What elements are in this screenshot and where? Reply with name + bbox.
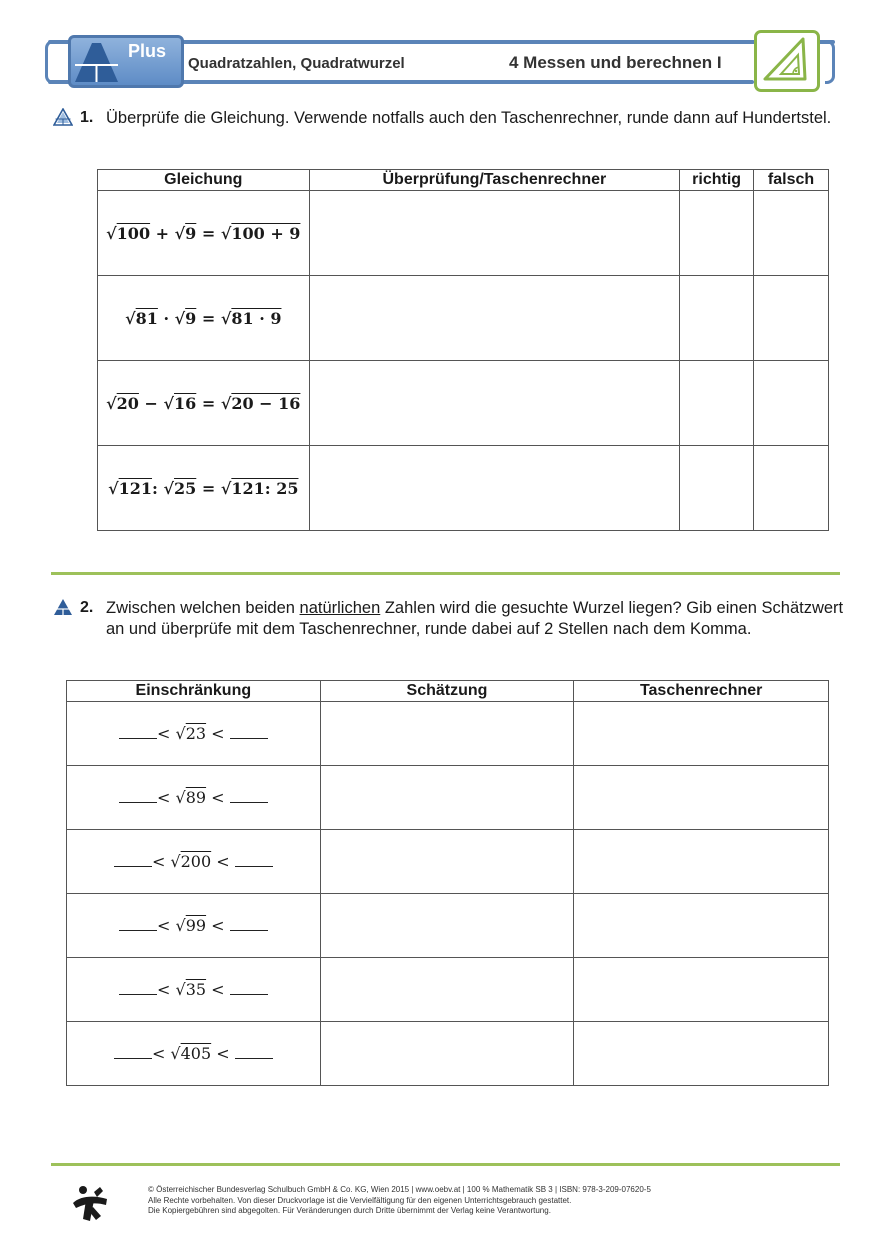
- task-1-number: 1.: [80, 109, 94, 126]
- copyright-line-1: © Österreichischer Bundesverlag Schulbuch GmbH & Co. KG, Wien 2015 | www.oebv.at | 100 % Mathematik SB 3 | ISBN: 978-3-209-07620-5: [148, 1185, 651, 1194]
- task-2-instruction: Zwischen welchen beiden natürlichen Zahlen wird die gesuchte Wurzel liegen? Gib einen Schätzwert an und überprüfe mit dem Taschenrechner, runde dabei auf 2 Stellen nach dem Komma.: [106, 599, 844, 638]
- correct-checkbox-cell[interactable]: [680, 276, 754, 361]
- correct-checkbox-cell[interactable]: [680, 191, 754, 276]
- table-row: [67, 830, 829, 894]
- table-header-row: [98, 170, 829, 191]
- check-answer-cell[interactable]: [309, 276, 680, 361]
- equation-cell: √100 + √9 = √100 + 9: [98, 191, 310, 276]
- table-header-row: [67, 681, 829, 702]
- copyright-line-3: Die Kopiergebühren sind abgegolten. Für Veränderungen durch Dritte übernimmt der Verlag keine Verantwortung.: [148, 1206, 551, 1215]
- estimate-cell[interactable]: [320, 958, 574, 1022]
- header-bracket-left: [45, 40, 55, 84]
- section-divider: [51, 572, 840, 575]
- estimate-cell[interactable]: [320, 894, 574, 958]
- table-row: [98, 361, 829, 446]
- wrong-checkbox-cell[interactable]: [754, 191, 829, 276]
- check-answer-cell[interactable]: [309, 191, 680, 276]
- check-answer-cell[interactable]: [309, 446, 680, 531]
- copyright-line-2: Alle Rechte vorbehalten. Von dieser Druckvorlage ist die Vervielfältigung für den eigenen Unterrichtsgebrauch gestattet.: [148, 1195, 572, 1205]
- wrong-checkbox-cell[interactable]: [754, 276, 829, 361]
- inequality-cell[interactable]: < √405 <: [67, 1022, 321, 1086]
- correct-checkbox-cell[interactable]: [680, 361, 754, 446]
- table-row: [67, 702, 829, 766]
- header-bracket-right: [825, 40, 835, 84]
- difficulty-pyramid-icon: [53, 598, 73, 616]
- copyright-notice: [148, 1185, 788, 1217]
- equation-cell: √81 · √9 = √81 · 9: [98, 276, 310, 361]
- check-answer-cell[interactable]: [309, 361, 680, 446]
- table-row: [67, 766, 829, 830]
- equation-cell: √20 − √16 = √20 − 16: [98, 361, 310, 446]
- correct-checkbox-cell[interactable]: [680, 446, 754, 531]
- estimate-cell[interactable]: [320, 830, 574, 894]
- header-chapter-title: 4 Messen und berechnen I: [509, 53, 722, 72]
- column-header-gleichung: Gleichung: [98, 170, 310, 191]
- table-row: [67, 1022, 829, 1086]
- table-row: [98, 191, 829, 276]
- column-header-schaetzung: Schätzung: [320, 681, 574, 702]
- calculator-cell[interactable]: [574, 894, 829, 958]
- table-row: [67, 894, 829, 958]
- calculator-cell[interactable]: [574, 766, 829, 830]
- calculator-cell[interactable]: [574, 1022, 829, 1086]
- chapter-logo: [754, 30, 820, 92]
- column-header-falsch: falsch: [754, 170, 829, 191]
- estimate-cell[interactable]: [320, 1022, 574, 1086]
- table-row: [98, 276, 829, 361]
- wrong-checkbox-cell[interactable]: [754, 446, 829, 531]
- equation-cell: √121: √25 = √121: 25: [98, 446, 310, 531]
- inequality-cell[interactable]: < √23 <: [67, 702, 321, 766]
- task-1-table: [97, 169, 829, 531]
- inequality-cell[interactable]: < √35 <: [67, 958, 321, 1022]
- table-row: [98, 446, 829, 531]
- table-row: [67, 958, 829, 1022]
- calculator-cell[interactable]: [574, 702, 829, 766]
- set-square-icon: [757, 33, 817, 89]
- column-header-taschenrechner: Taschenrechner: [574, 681, 829, 702]
- estimate-cell[interactable]: [320, 702, 574, 766]
- column-header-richtig: richtig: [680, 170, 754, 191]
- plus-badge-label: Plus: [128, 41, 167, 61]
- footer-divider: [51, 1163, 840, 1166]
- publisher-logo-icon: [70, 1183, 110, 1223]
- inequality-cell[interactable]: < √99 <: [67, 894, 321, 958]
- header-topic-title: Quadratzahlen, Quadratwurzel: [188, 55, 405, 72]
- task-2-number: 2.: [80, 599, 94, 616]
- inequality-cell[interactable]: < √89 <: [67, 766, 321, 830]
- difficulty-pyramid-icon: [53, 108, 73, 126]
- estimate-cell[interactable]: [320, 766, 574, 830]
- plus-badge: [68, 35, 184, 88]
- inequality-cell[interactable]: < √200 <: [67, 830, 321, 894]
- wrong-checkbox-cell[interactable]: [754, 361, 829, 446]
- calculator-cell[interactable]: [574, 830, 829, 894]
- column-header-einschraenkung: Einschränkung: [67, 681, 321, 702]
- calculator-cell[interactable]: [574, 958, 829, 1022]
- task-1-instruction: Überprüfe die Gleichung. Verwende notfalls auch den Taschenrechner, runde dann auf Hundertstel.: [106, 109, 832, 127]
- column-header-ueberpruefung: Überprüfung/Taschenrechner: [309, 170, 680, 191]
- task-2-table: [66, 680, 829, 1086]
